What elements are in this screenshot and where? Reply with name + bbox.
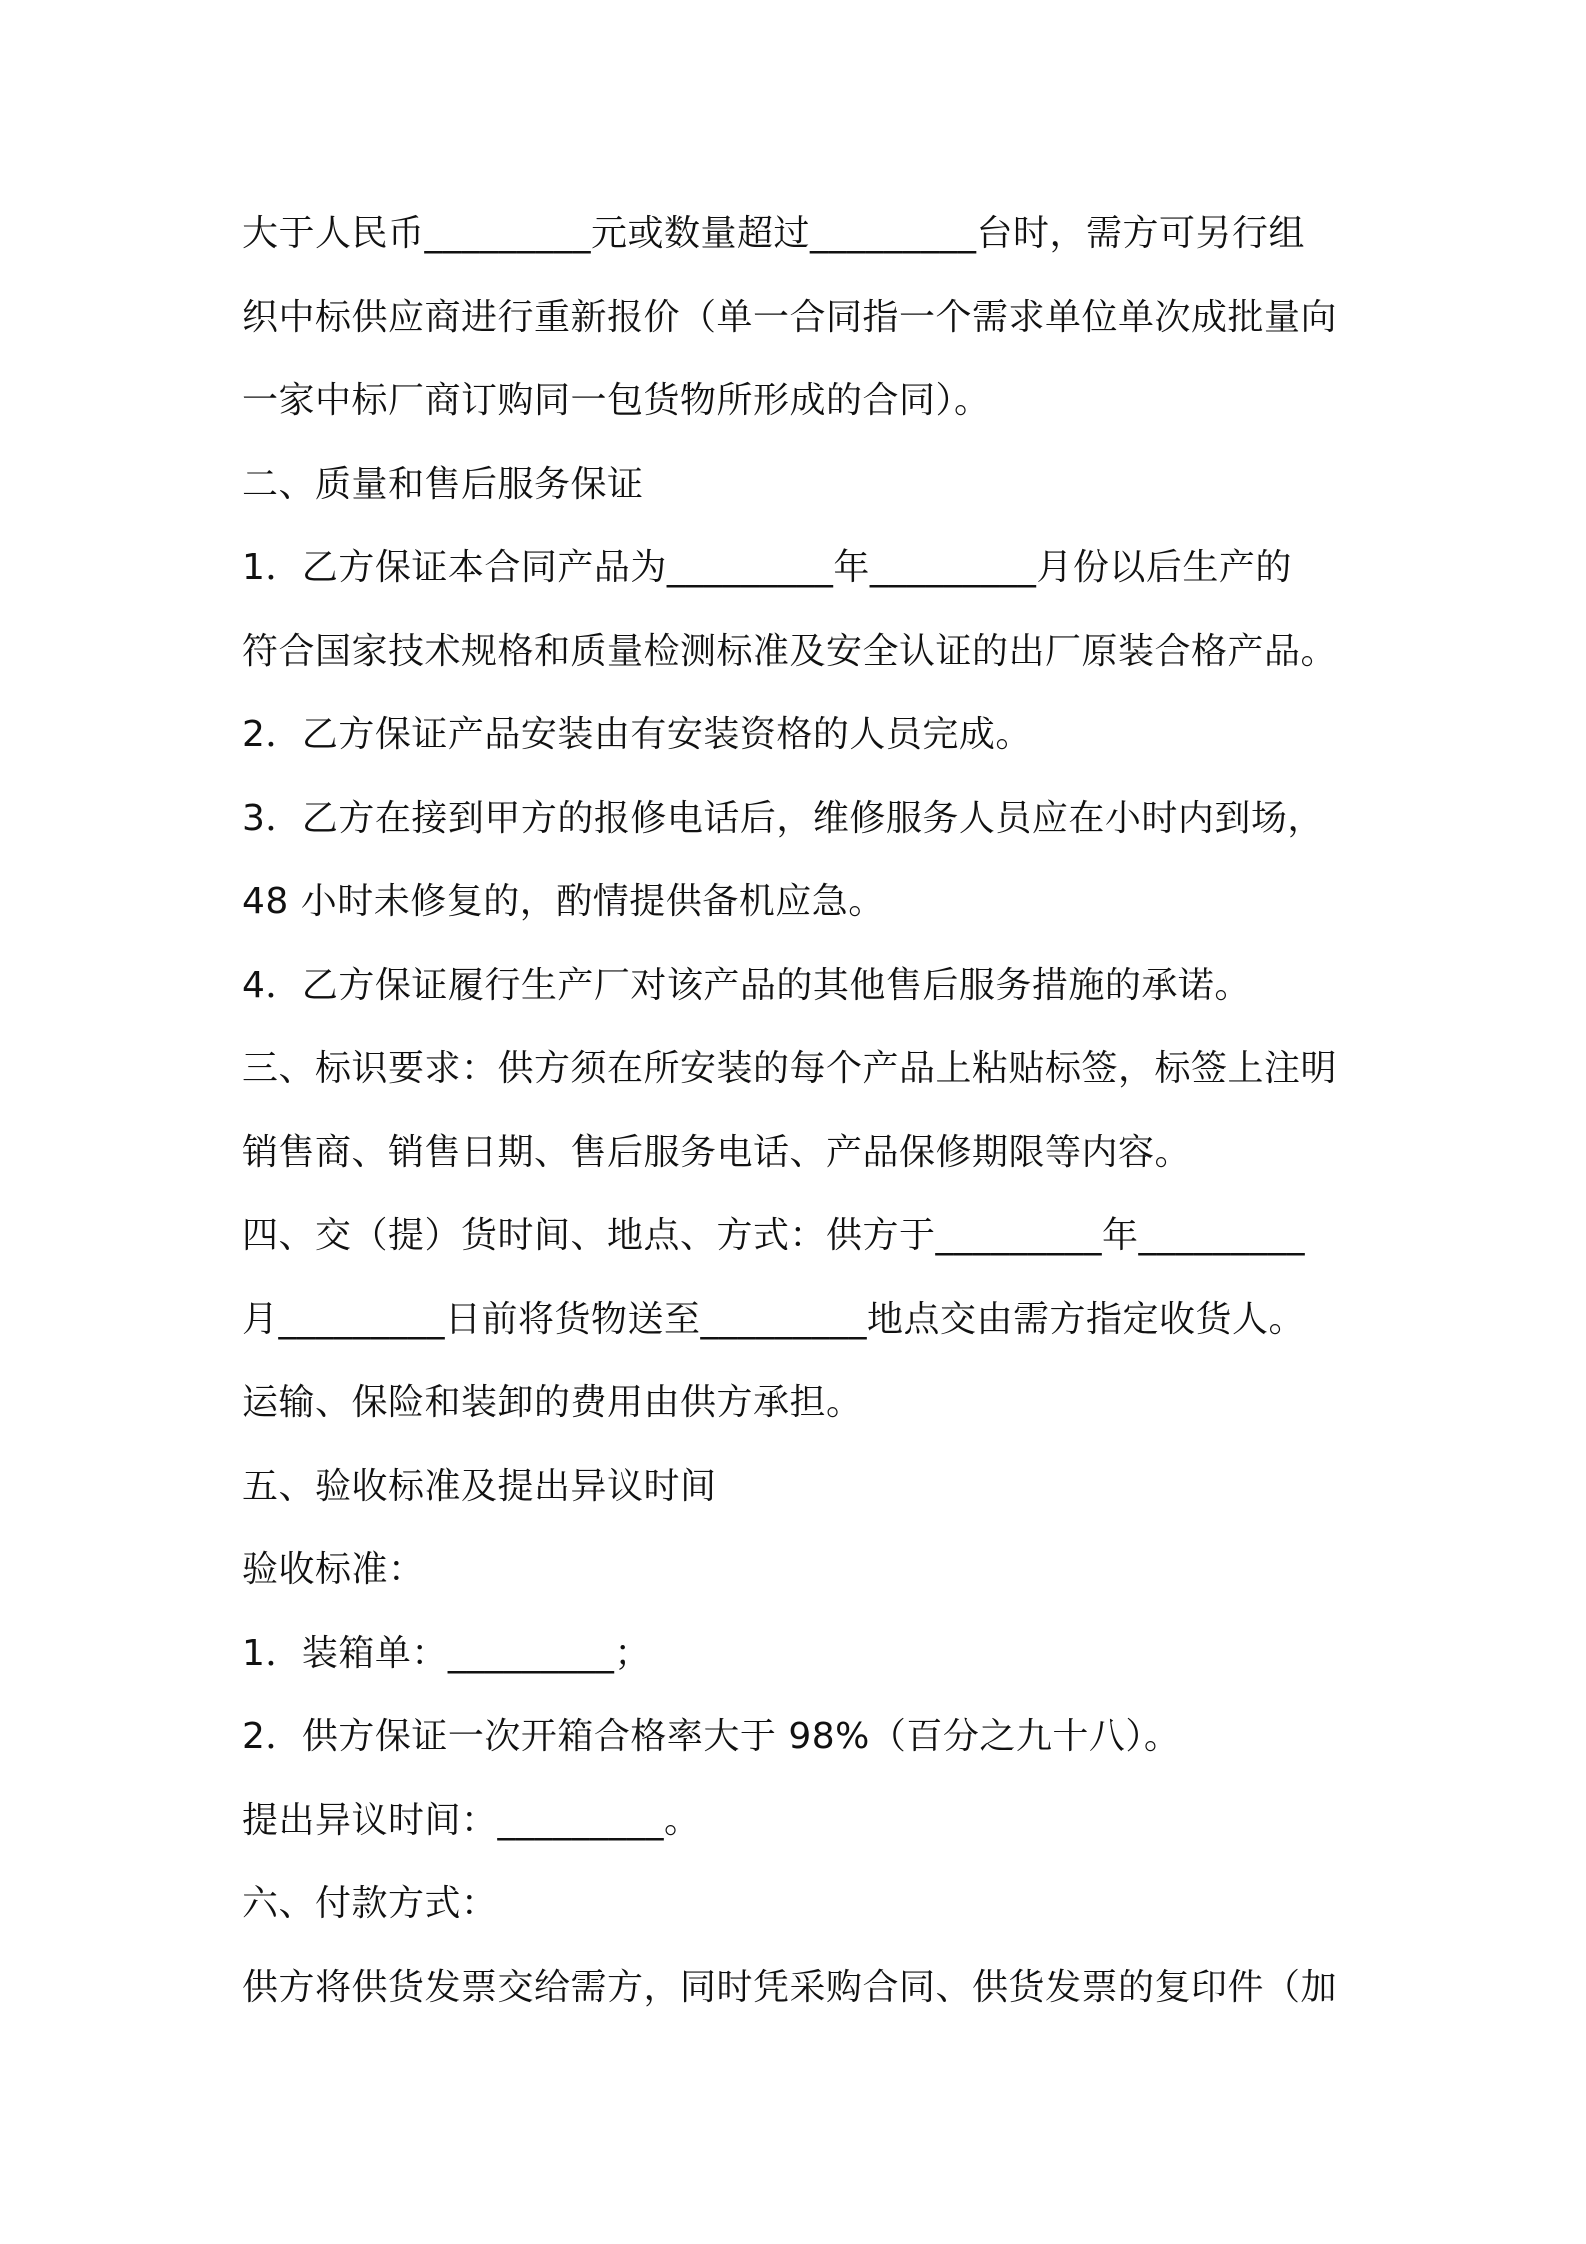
- section-heading: 六、付款方式：: [242, 1883, 498, 1924]
- paragraph-line: 大于人民币_________元或数量超过_________台时，需方可另行组: [242, 213, 1306, 254]
- paragraph-line: 销售商、销售日期、售后服务电话、产品保修期限等内容。: [242, 1131, 1192, 1173]
- section-heading: 二、质量和售后服务保证: [242, 463, 644, 505]
- paragraph-line: 符合国家技术规格和质量检测标准及安全认证的出厂原装合格产品。: [242, 630, 1338, 672]
- paragraph-line: 运输、保险和装卸的费用由供方承担。: [242, 1382, 863, 1423]
- paragraph-line: 4．乙方保证履行生产厂对该产品的其他售后服务措施的承诺。: [242, 964, 1251, 1006]
- contract-text: [242, 192, 1352, 2029]
- paragraph-line: 1．装箱单：_________；: [242, 1632, 651, 1674]
- paragraph-line: 48 小时未修复的，酌情提供备机应急。: [242, 881, 885, 922]
- paragraph-line: 一家中标厂商订购同一包货物所形成的合同）。: [242, 380, 991, 421]
- paragraph-line: 供方将供货发票交给需方，同时凭采购合同、供货发票的复印件（加: [242, 1966, 1338, 2008]
- paragraph-line: 月_________日前将货物送至_________地点交由需方指定收货人。: [242, 1298, 1306, 1340]
- section-heading: 四、交（提）货时间、地点、方式：供方于_________年_________: [242, 1215, 1306, 1256]
- section-heading: 三、标识要求：供方须在所安装的每个产品上粘贴标签，标签上注明: [242, 1048, 1338, 1089]
- paragraph-line: 2．供方保证一次开箱合格率大于 98%（百分之九十八）。: [242, 1716, 1181, 1757]
- paragraph-line: 3．乙方在接到甲方的报修电话后，维修服务人员应在小时内到场，: [242, 797, 1324, 839]
- paragraph-line: 1．乙方保证本合同产品为_________年_________月份以后生产的: [242, 547, 1292, 588]
- paragraph-line: 2．乙方保证产品安装由有安装资格的人员完成。: [242, 714, 1032, 755]
- paragraph-line: 提出异议时间：_________。: [242, 1799, 701, 1841]
- paragraph-line: 验收标准：: [242, 1549, 425, 1590]
- paragraph-line: 织中标供应商进行重新报价（单一合同指一个需求单位单次成批量向: [242, 296, 1338, 338]
- section-heading: 五、验收标准及提出异议时间: [242, 1465, 717, 1507]
